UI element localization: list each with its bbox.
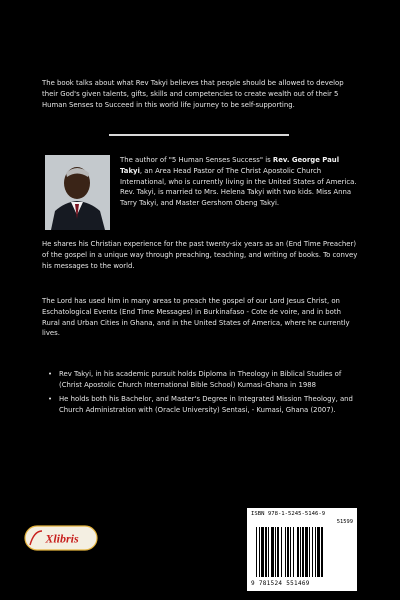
- paragraph-experience: He shares his Christian experience for the past twenty-six years as an (End Time Preacher) of the gospel in a unique way through preaching, teaching, and writing of books. To convey his messages to the world.: [42, 240, 358, 270]
- list-item: • Rev Takyi, in his academic pursuit holds Diploma in Theology in Biblical Studies of (Christ Apostolic Church International Bible School) Kumasi-Ghana in 1988: [48, 369, 360, 390]
- author-portrait-image: [45, 155, 110, 230]
- intro-paragraph: The book talks about what Rev Takyi believes that people should be allowed to develop their God's given talents, gifts, skills and competencies to create wealth out of their 5 Human Senses to Succeed in this world life journey to be self-supporting.: [42, 79, 344, 109]
- author-bio-lead: The author of "5 Human Senses Success" is: [120, 156, 273, 164]
- isbn-barcode: [247, 508, 357, 591]
- isbn-label: ISBN 978-1-5245-5146-9: [251, 511, 326, 517]
- list-item: • He holds both his Bachelor, and Master's Degree in Integrated Mission Theology, and Church Administration with (Oracle University) Sentasi, - Kumasi, Ghana (2007).: [48, 394, 360, 415]
- barcode-number: 9 781524 551469: [251, 580, 310, 587]
- barcode-bars: [255, 527, 351, 577]
- author-bio-rest: , an Area Head Pastor of The Christ Apostolic Church International, who is currently living in the United States of America. Rev. Takyi, is married to Mrs. Helena Takyi with two kids. Miss Anna Tarry Takyi, and Master Gershom Obeng Takyi.: [120, 166, 357, 208]
- divider-line: [109, 134, 289, 136]
- author-bio: [120, 155, 360, 209]
- education-list: [48, 369, 360, 419]
- publisher-logo: [24, 525, 98, 551]
- paragraph-ministry: The Lord has used him in many areas to preach the gospel of our Lord Jesus Christ, on Eschatological Events (End Time Messages) in Burkinafaso - Cote de voire, and in both Rural and Urban Cities in Ghana, and in the United States of America, where he currently lives.: [42, 297, 350, 338]
- price-code: 51599: [336, 519, 353, 525]
- publisher-logo-text: Xlibris: [45, 531, 79, 546]
- author-photo: [45, 155, 110, 230]
- xlibris-logo-icon: [24, 525, 98, 551]
- author-name: Rev. George Paul Takyi: [120, 156, 340, 175]
